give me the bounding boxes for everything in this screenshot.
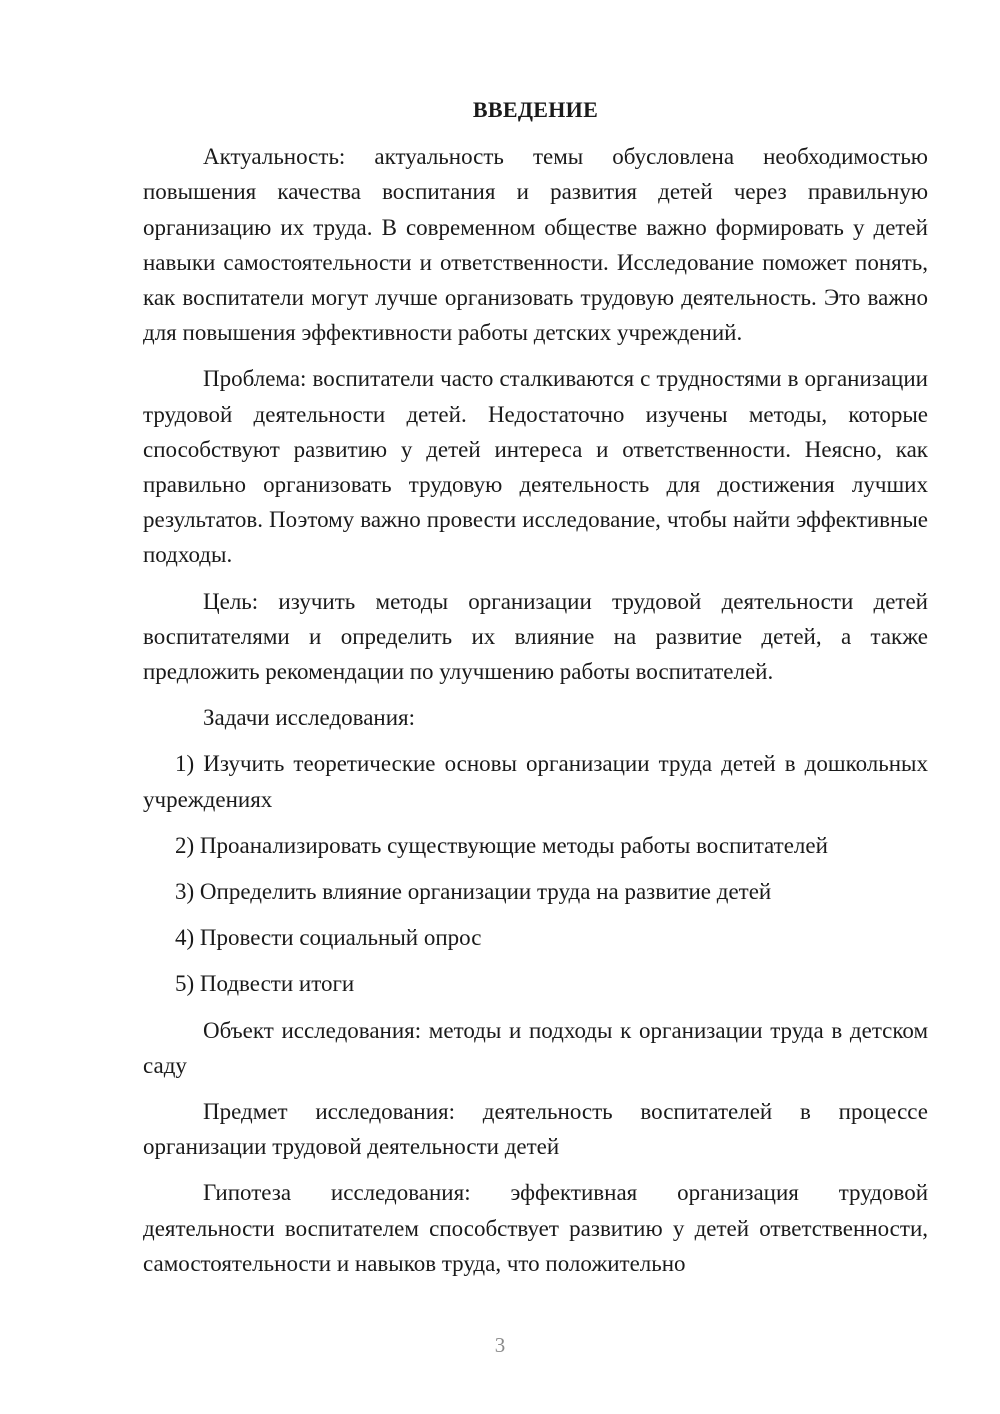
hypothesis-paragraph: Гипотеза исследования: эффективная организация трудовой деятельности воспитателем способствует развитию у детей ответственности, самостоятельности и навыков труда, что положительно	[143, 1180, 928, 1276]
task-item-4: 4) Провести социальный опрос	[175, 925, 482, 951]
relevance-paragraph: Актуальность: актуальность темы обусловлена необходимостью повышения качества воспитания и развития детей через правильную организацию их труда. В современном обществе важно формировать у детей навыки самостоятельности и ответственности. Исследование поможет понять, как воспитатели могут лучше организовать трудовую деятельность. Это важно для повышения эффективности работы детских учреждений.	[143, 144, 928, 346]
tasks-intro: Задачи исследования:	[203, 705, 416, 731]
object-paragraph: Объект исследования: методы и подходы к организации труда в детском саду	[143, 1017, 928, 1078]
goal-paragraph: Цель: изучить методы организации трудовой деятельности детей воспитателями и определить их влияние на развитие детей, а также предложить рекомендации по улучшению работы воспитателей.	[143, 588, 928, 685]
problem-paragraph: Проблема: воспитатели часто сталкиваются с трудностями в организации трудовой деятельности детей. Недостаточно изучены методы, которые способствуют развитию у детей интереса и ответственности. Неясно, как правильно организовать трудовую деятельность для достижения лучших результатов. Поэтому важно провести исследование, чтобы найти эффективные подходы.	[143, 366, 928, 568]
task-item-2: 2) Проанализировать существующие методы работы воспитателей	[175, 832, 828, 858]
subject-paragraph: Предмет исследования: деятельность воспитателей в процессе организации трудовой деятельности детей	[143, 1099, 928, 1160]
document-body	[143, 92, 928, 1292]
section-heading: ВВЕДЕНИЕ	[472, 97, 599, 122]
task-item-3: 3) Определить влияние организации труда на развитие детей	[175, 879, 772, 905]
page-number: 3	[494, 1333, 506, 1357]
task-item-1: 1) Изучить теоретические основы организации труда детей в дошкольных учреждениях	[143, 751, 928, 812]
task-item-5: 5) Подвести итоги	[175, 971, 355, 997]
